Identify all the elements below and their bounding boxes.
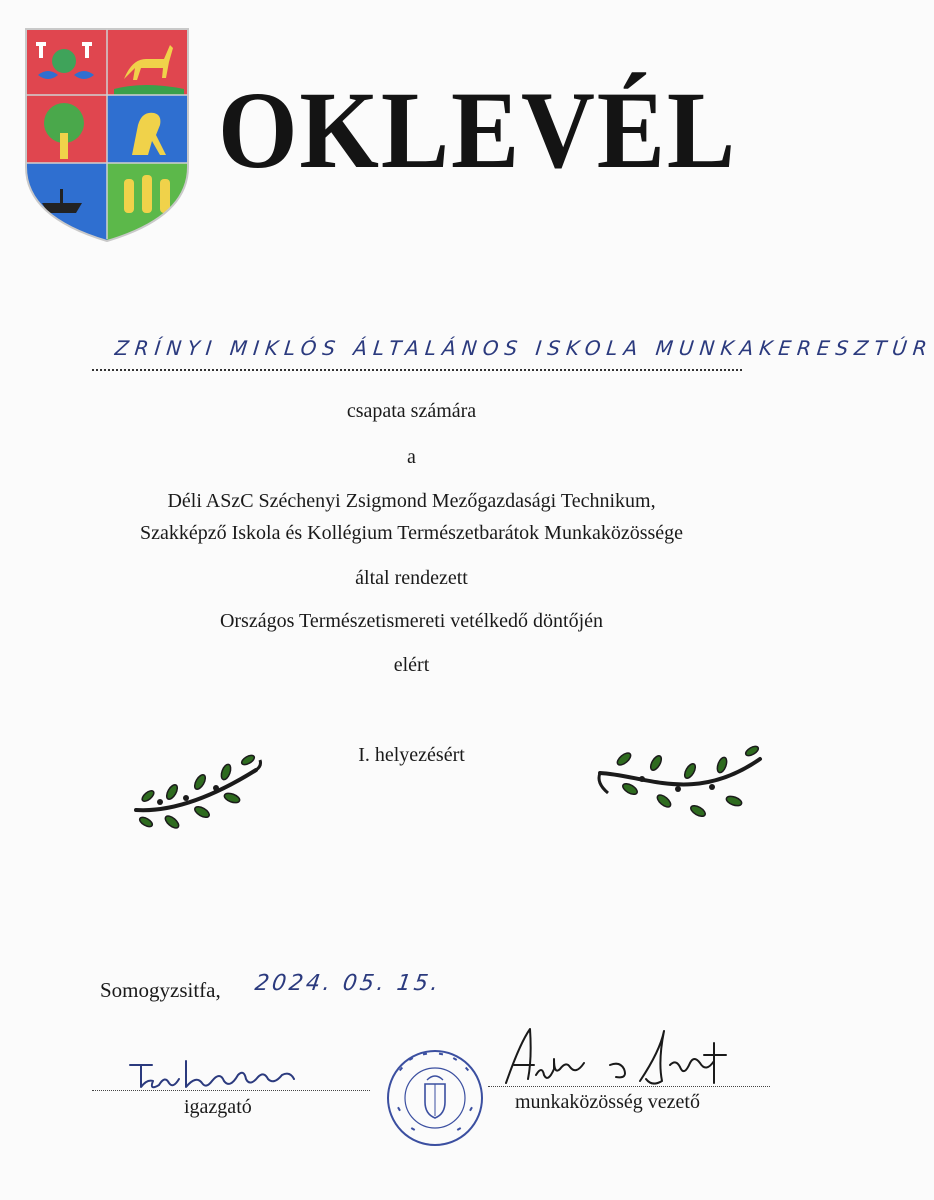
olive-branch-left-icon [128, 752, 263, 830]
place-label: Somogyzsitfa, [100, 978, 221, 1002]
role-principal: igazgató [184, 1096, 252, 1118]
body-line-achieved: elért [393, 654, 430, 676]
body-line-a: a [407, 446, 416, 468]
page-title: OKLEVÉL [218, 69, 737, 191]
school-seal-icon [385, 1048, 485, 1148]
body-line-placement: I. helyezésért [358, 744, 465, 766]
signature-left [126, 1055, 336, 1095]
body-line-competition: Országos Természetismereti vetélkedő döntőjén [219, 610, 604, 632]
olive-branch-right-icon [594, 745, 766, 825]
body-line-organized-by: által rendezett [355, 567, 468, 589]
body-line-organizer-2: Szakképző Iskola és Kollégium Természetbarátok Munkaközössége [139, 522, 684, 544]
signature-right [500, 1025, 740, 1100]
signature-line-right [488, 1086, 770, 1087]
body-line-team: csapata számára [346, 400, 477, 422]
handwritten-date: 2024. 05. 15. [253, 971, 443, 996]
role-working-group-leader: munkaközösség vezető [515, 1091, 700, 1113]
body-line-organizer-1: Déli ASzC Széchenyi Zsigmond Mezőgazdasági Technikum, [167, 490, 656, 512]
signature-line-left [92, 1090, 370, 1091]
recipient-dotted-line [92, 369, 742, 371]
recipient-handwritten-name: ZRÍNYI MIKLÓS ÁLTALÁNOS ISKOLA MUNKAKERESZTÚR [113, 336, 934, 360]
coat-of-arms-icon [24, 27, 190, 243]
